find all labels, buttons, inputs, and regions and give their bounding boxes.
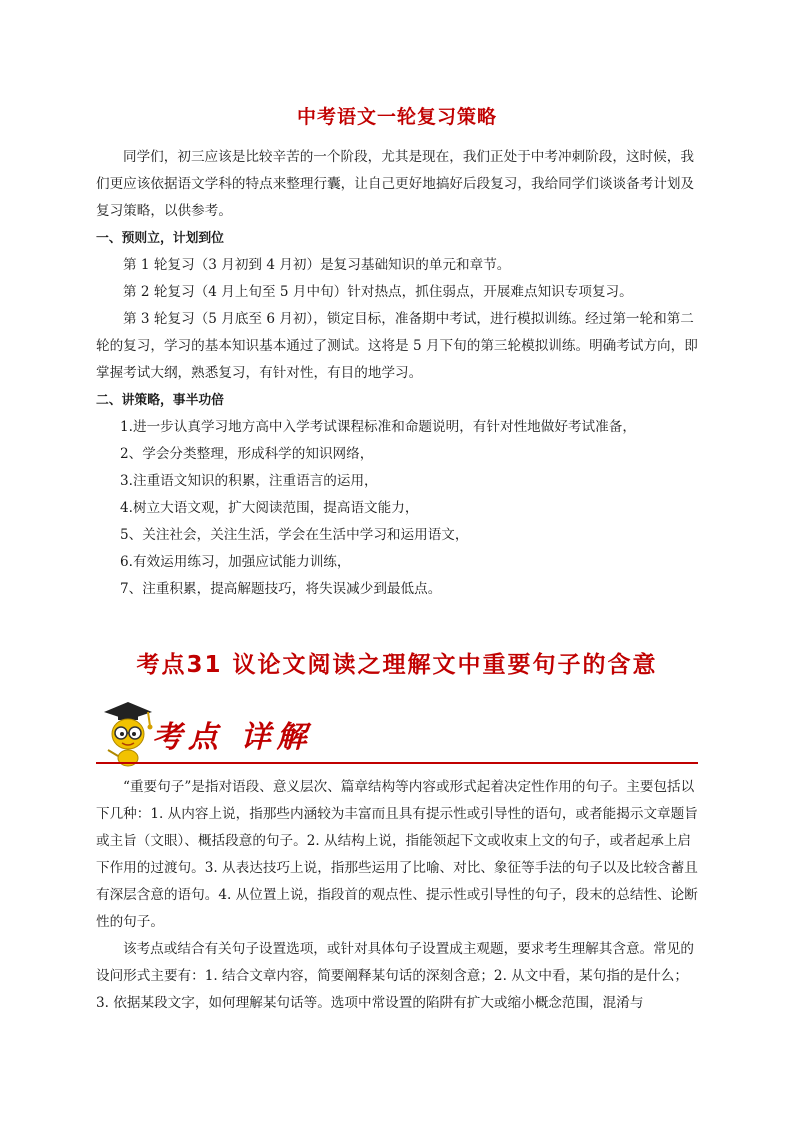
kaodian-banner [96,696,698,768]
kaodian-title: 考点31 议论文阅读之理解文中重要句子的含意 [136,652,658,678]
intro-paragraph: 同学们，初三应该是比较辛苦的一个阶段，尤其是现在，我们正处于中考冲刺阶段，这时候，我们更应该依据语文学科的特点来整理行囊，让自己更好地搞好后段复习，我给同学们谈谈备考计划及复习策略，以供参考。 [96,149,695,219]
list-item: 7、注重积累，提高解题技巧，将失误减少到最低点。 [120,581,442,597]
section1-heading: 一、预则立，计划到位 [96,231,224,246]
list-item: 2、学会分类整理，形成科学的知识网络， [120,446,374,462]
kaodian-paragraph-1: “重要句子”是指对语段、意义层次、篇章结构等内容或形式起着决定性作用的句子。主要包括以下几种：1. 从内容上说，指那些内涵较为丰富而且具有提示性或引导性的语句，或者能揭示文章题旨或主旨（文眼）、概括段意的句子。2. 从结构上说，指能领起下文或收束上文的句子，或者起承上启下作用的过渡句。3. 从表达技巧上说，指那些运用了比喻、对比、象征等手法的句子以及比较含蓄且有深层含意的语句。4. 从位置上说，指段首的观点性、提示性或引导性的句子，段末的总结性、论断性的句子。 [96,779,698,930]
list-item: 3.注重语文知识的积累，注重语言的运用， [120,473,378,489]
section2-heading: 二、讲策略，事半功倍 [96,393,224,408]
section1-paragraph-1: 第 1 轮复习（3 月初到 4 月初）是复习基础知识的单元和章节。 [123,257,511,273]
list-item: 4.树立大语文观，扩大阅读范围，提高语文能力， [120,500,419,516]
banner-text: 考点 详解 [152,720,313,755]
intro-block [96,144,698,603]
list-item: 5、关注社会，关注生活，学会在生活中学习和运用语文， [120,527,469,543]
mascot-scholar-icon [96,696,156,768]
list-item: 6.有效运用练习，加强应试能力训练， [120,554,351,570]
kaodian-paragraph-2: 该考点或结合有关句子设置选项，或针对具体句子设置成主观题，要求考生理解其含意。常见的设问形式主要有：1. 结合文章内容，简要阐释某句话的深刻含意；2. 从文中看，某句指的是什么；3. 依据某段文字，如何理解某句话等。选项中常设置的陷阱有扩大或缩小概念范围，混淆与 [96,941,694,1011]
list-item: 1.进一步认真学习地方高中入学考试课程标准和命题说明，有针对性地做好考试准备， [120,419,636,435]
kaodian-block [96,774,698,1017]
section1-paragraph-2: 第 2 轮复习（4 月上旬至 5 月中旬）针对热点，抓住弱点，开展难点知识专项复习。 [123,284,633,300]
banner-divider [96,762,698,764]
page-title: 中考语文一轮复习策略 [296,106,497,128]
section1-paragraph-3: 第 3 轮复习（5 月底至 6 月初），锁定目标，准备期中考试，进行模拟训练。经过第一轮和第二轮的复习，学习的基本知识基本通过了测试。这将是 5 月下旬的第三轮模拟训练。明确考试方向，即掌握考试大纲，熟悉复习，有针对性，有目的地学习。 [96,311,698,381]
